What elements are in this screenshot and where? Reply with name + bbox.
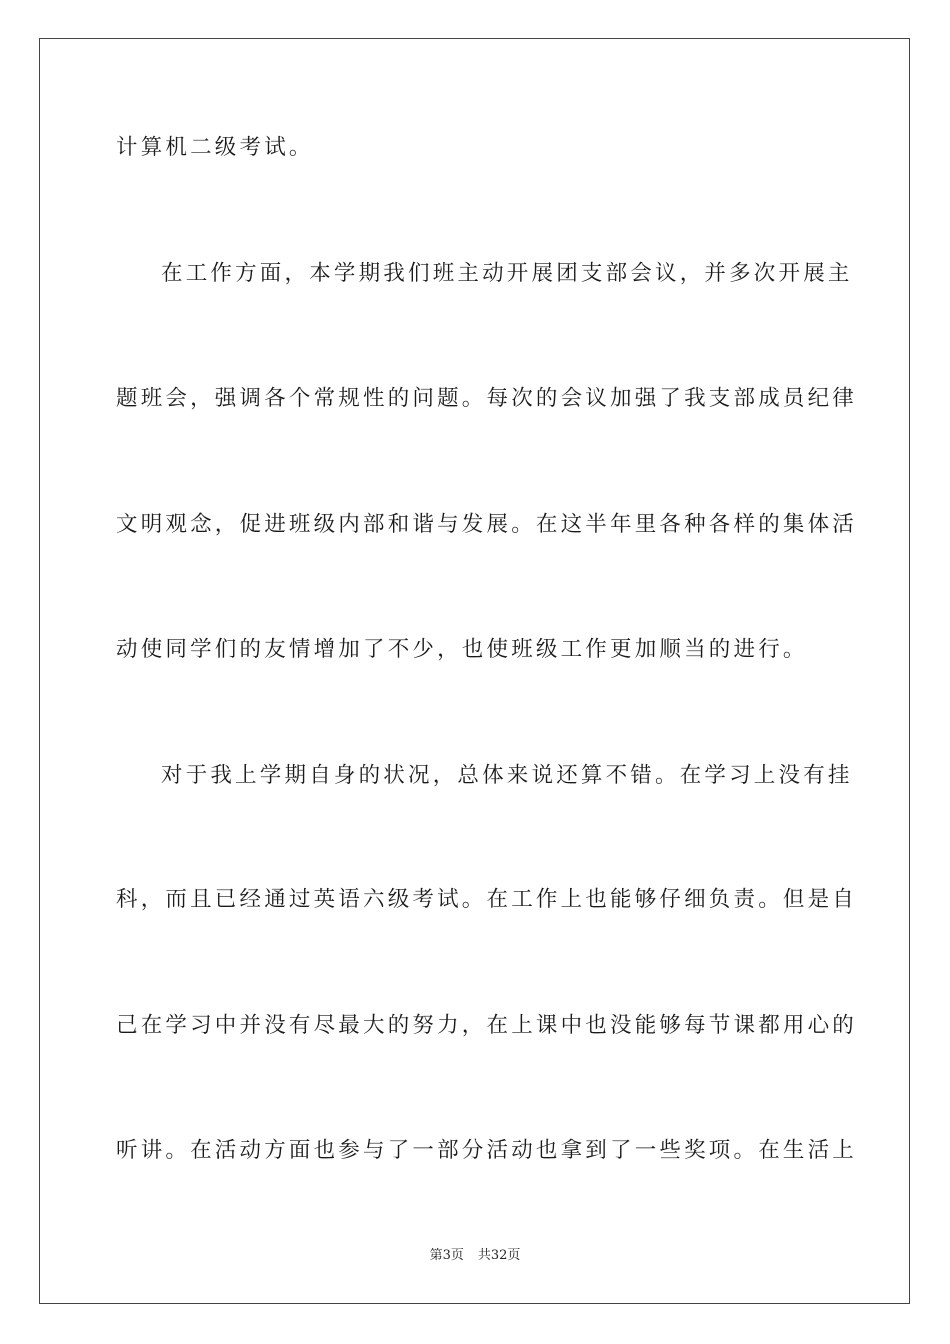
paragraph-first-line: 在工作方面，本学期我们班主动开展团支部会议，并多次开展主 (161, 261, 853, 286)
paragraph-first-line: 对于我上学期自身的状况，总体来说还算不错。在学习上没有挂 (161, 763, 853, 788)
page-footer (0, 1247, 950, 1265)
text-line: 题班会，强调各个常规性的问题。每次的会议加强了我支部成员纪律 (116, 386, 858, 411)
page-total: 共32页 (477, 1248, 521, 1263)
text-line: 听讲。在活动方面也参与了一部分活动也拿到了一些奖项。在生活上 (116, 1138, 858, 1163)
page-border (39, 38, 910, 1304)
text-line: 计算机二级考试。 (116, 135, 314, 160)
text-line: 文明观念，促进班级内部和谐与发展。在这半年里各种各样的集体活 (116, 512, 858, 537)
text-line: 动使同学们的友情增加了不少，也使班级工作更加顺当的进行。 (116, 637, 808, 662)
text-line: 科，而且已经通过英语六级考试。在工作上也能够仔细负责。但是自 (116, 887, 858, 912)
text-line: 己在学习中并没有尽最大的努力，在上课中也没能够每节课都用心的 (116, 1013, 858, 1038)
page-number: 第3页 (429, 1248, 464, 1263)
